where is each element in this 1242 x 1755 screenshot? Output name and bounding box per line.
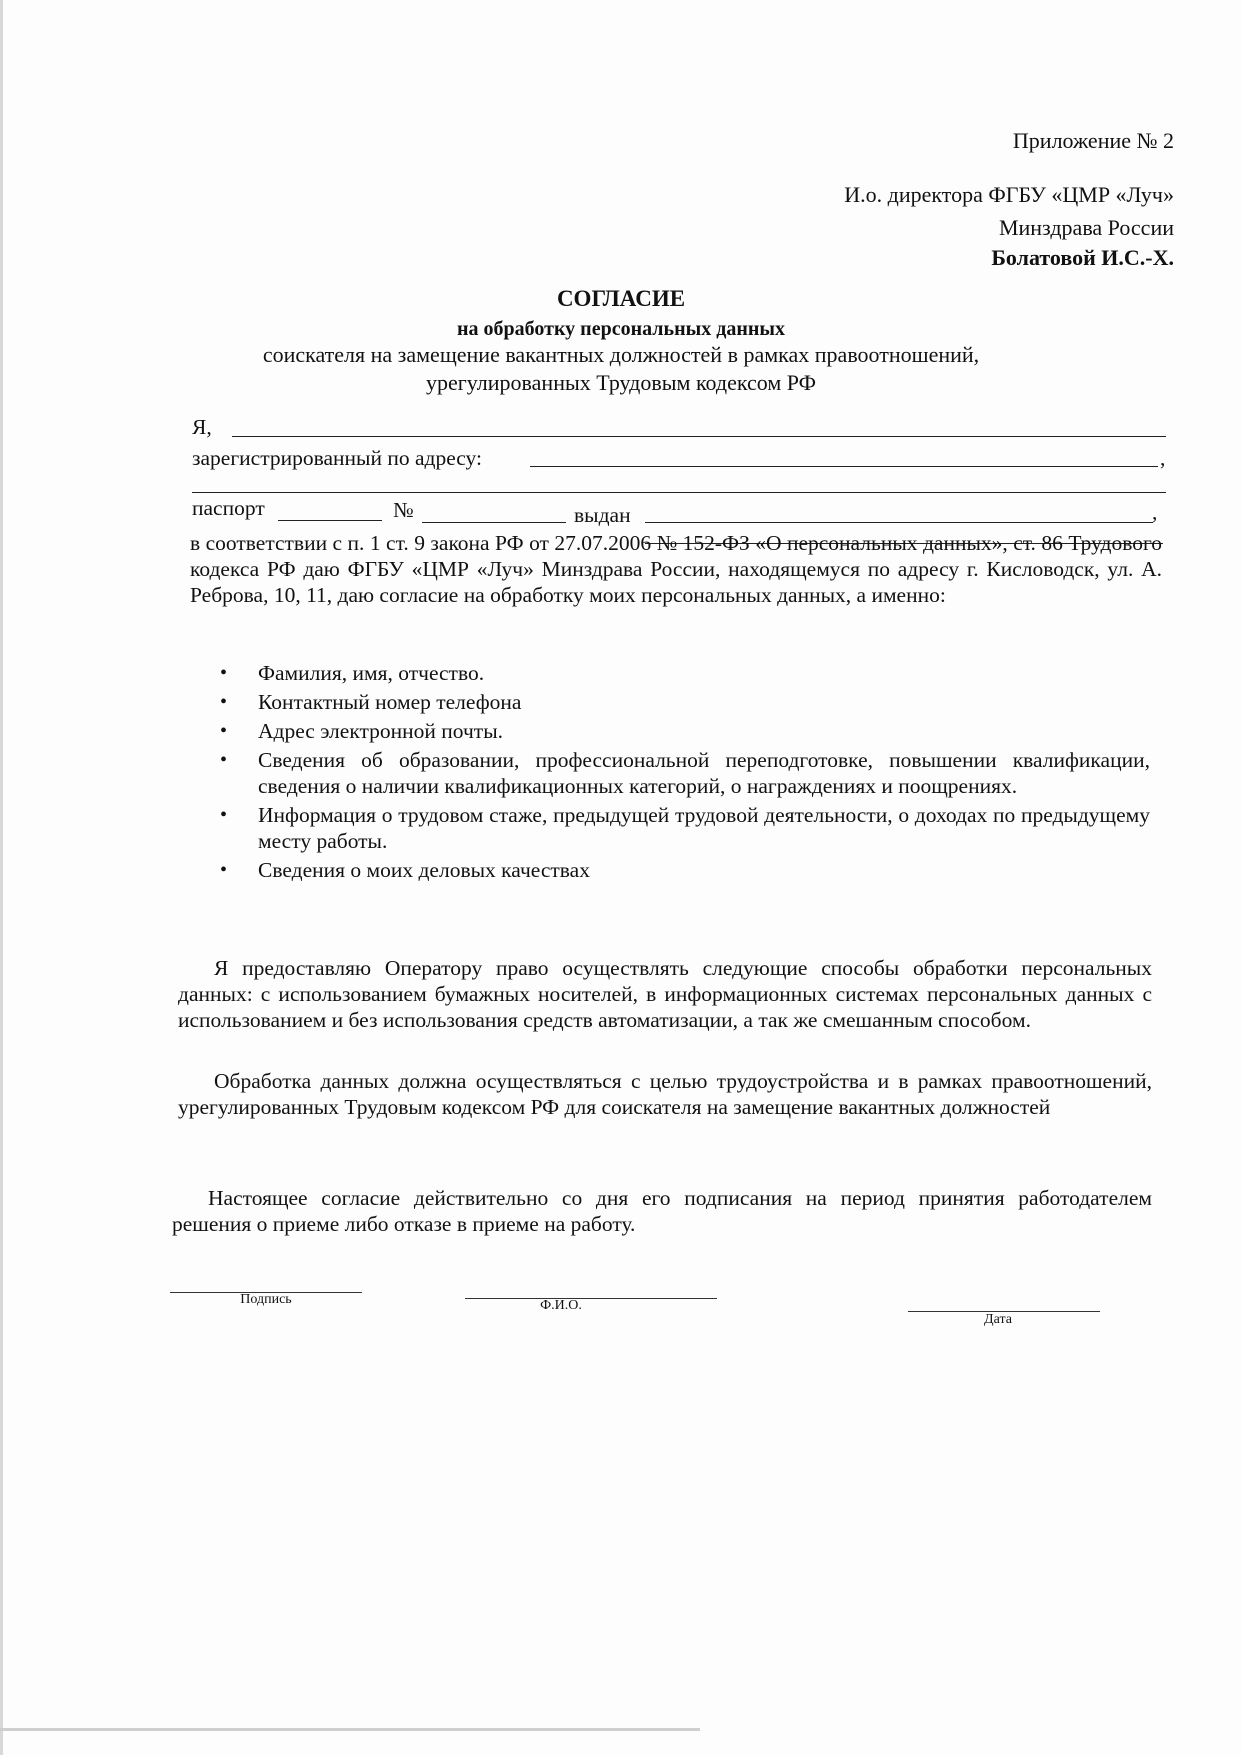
passport-label: паспорт xyxy=(192,496,265,520)
issued-by-fill-line[interactable] xyxy=(645,522,1153,523)
validity-paragraph: Настоящее согласие действительно со дня его подписания на период принятия работодателем решения о приеме либо отказе в приеме на работу. xyxy=(172,1186,1152,1236)
list-item-text: Контактный номер телефона xyxy=(258,690,522,714)
issued-comma: , xyxy=(1152,500,1158,524)
scan-edge xyxy=(0,0,3,1755)
bullet-icon: • xyxy=(220,662,228,684)
list-item-text: Фамилия, имя, отчество. xyxy=(258,661,485,685)
list-item xyxy=(220,718,1150,744)
passport-series-fill-line[interactable] xyxy=(278,520,382,521)
bullet-icon: • xyxy=(220,691,228,713)
document-subtitle-1: на обработку персональных данных xyxy=(457,318,785,340)
processing-methods-paragraph: Я предоставляю Оператору право осуществлять следующие способы обработки персональных данных: с использованием бумажных носителей, в информационных системах персональных данных с использованием и без использования средств автоматизации, а так же смешанным способом. xyxy=(178,956,1152,1032)
signature-caption: Подпись xyxy=(240,1292,292,1307)
scan-edge-bottom xyxy=(0,1728,700,1731)
list-item xyxy=(220,747,1150,799)
address-comma: , xyxy=(1160,446,1166,470)
list-item xyxy=(220,689,1150,715)
addressee-line-1: И.о. директора ФГБУ «ЦМР «Луч» xyxy=(844,182,1174,207)
addressee-line-2: Минздрава России xyxy=(998,215,1174,240)
name-fill-line[interactable] xyxy=(232,436,1166,437)
i-label: Я, xyxy=(192,415,212,439)
passport-number-label: № xyxy=(393,498,414,522)
document-subtitle-2: соискателя на замещение вакантных должностей в рамках правоотношений, xyxy=(262,342,980,367)
personal-data-list xyxy=(220,660,1150,886)
intro-paragraph: в соответствии с п. 1 ст. 9 закона РФ от 27.07.2006 № 152-ФЗ «О персональных данных», ст. 86 Трудового кодекса РФ даю ФГБУ «ЦМР «Луч» Минздрава России, находящемуся по адресу г. Кисловодск, ул. А. Реброва, 10, 11, даю согласие на обработку моих персональных данных, а именно: xyxy=(190,531,1162,607)
list-item-text: Сведения об образовании, профессиональной переподготовке, повышении квалификации, сведения о наличии квалификационных категорий, о награждениях и поощрениях. xyxy=(258,748,1150,798)
list-item-text: Сведения о моих деловых качествах xyxy=(258,858,590,882)
passport-number-fill-line[interactable] xyxy=(422,522,566,523)
bullet-icon: • xyxy=(220,804,228,826)
address-fill-line-2[interactable] xyxy=(192,492,1166,493)
list-item-text: Информация о трудовом стаже, предыдущей трудовой деятельности, о доходах по предыдущему месту работы. xyxy=(258,803,1150,853)
issued-label: выдан xyxy=(574,503,631,527)
addressee-line-3: Болатовой И.С.-Х. xyxy=(991,245,1174,270)
list-item xyxy=(220,857,1150,883)
bullet-icon: • xyxy=(220,859,228,881)
date-caption: Дата xyxy=(984,1312,1012,1327)
document-subtitle-3: урегулированных Трудовым кодексом РФ xyxy=(425,370,817,395)
appendix-label: Приложение № 2 xyxy=(1012,128,1174,153)
list-item-text: Адрес электронной почты. xyxy=(258,719,504,743)
document-title: СОГЛАСИЕ xyxy=(556,286,686,311)
registered-address-label: зарегистрированный по адресу: xyxy=(192,446,482,470)
list-item xyxy=(220,802,1150,854)
bullet-icon: • xyxy=(220,749,228,771)
list-item xyxy=(220,660,1150,686)
bullet-icon: • xyxy=(220,720,228,742)
full-name-caption: Ф.И.О. xyxy=(540,1298,582,1313)
processing-purpose-paragraph: Обработка данных должна осуществляться с целью трудоустройства и в рамках правоотношений, урегулированных Трудовым кодексом РФ для соискателя на замещение вакантных должностей xyxy=(178,1069,1152,1119)
address-fill-line[interactable] xyxy=(530,466,1158,467)
